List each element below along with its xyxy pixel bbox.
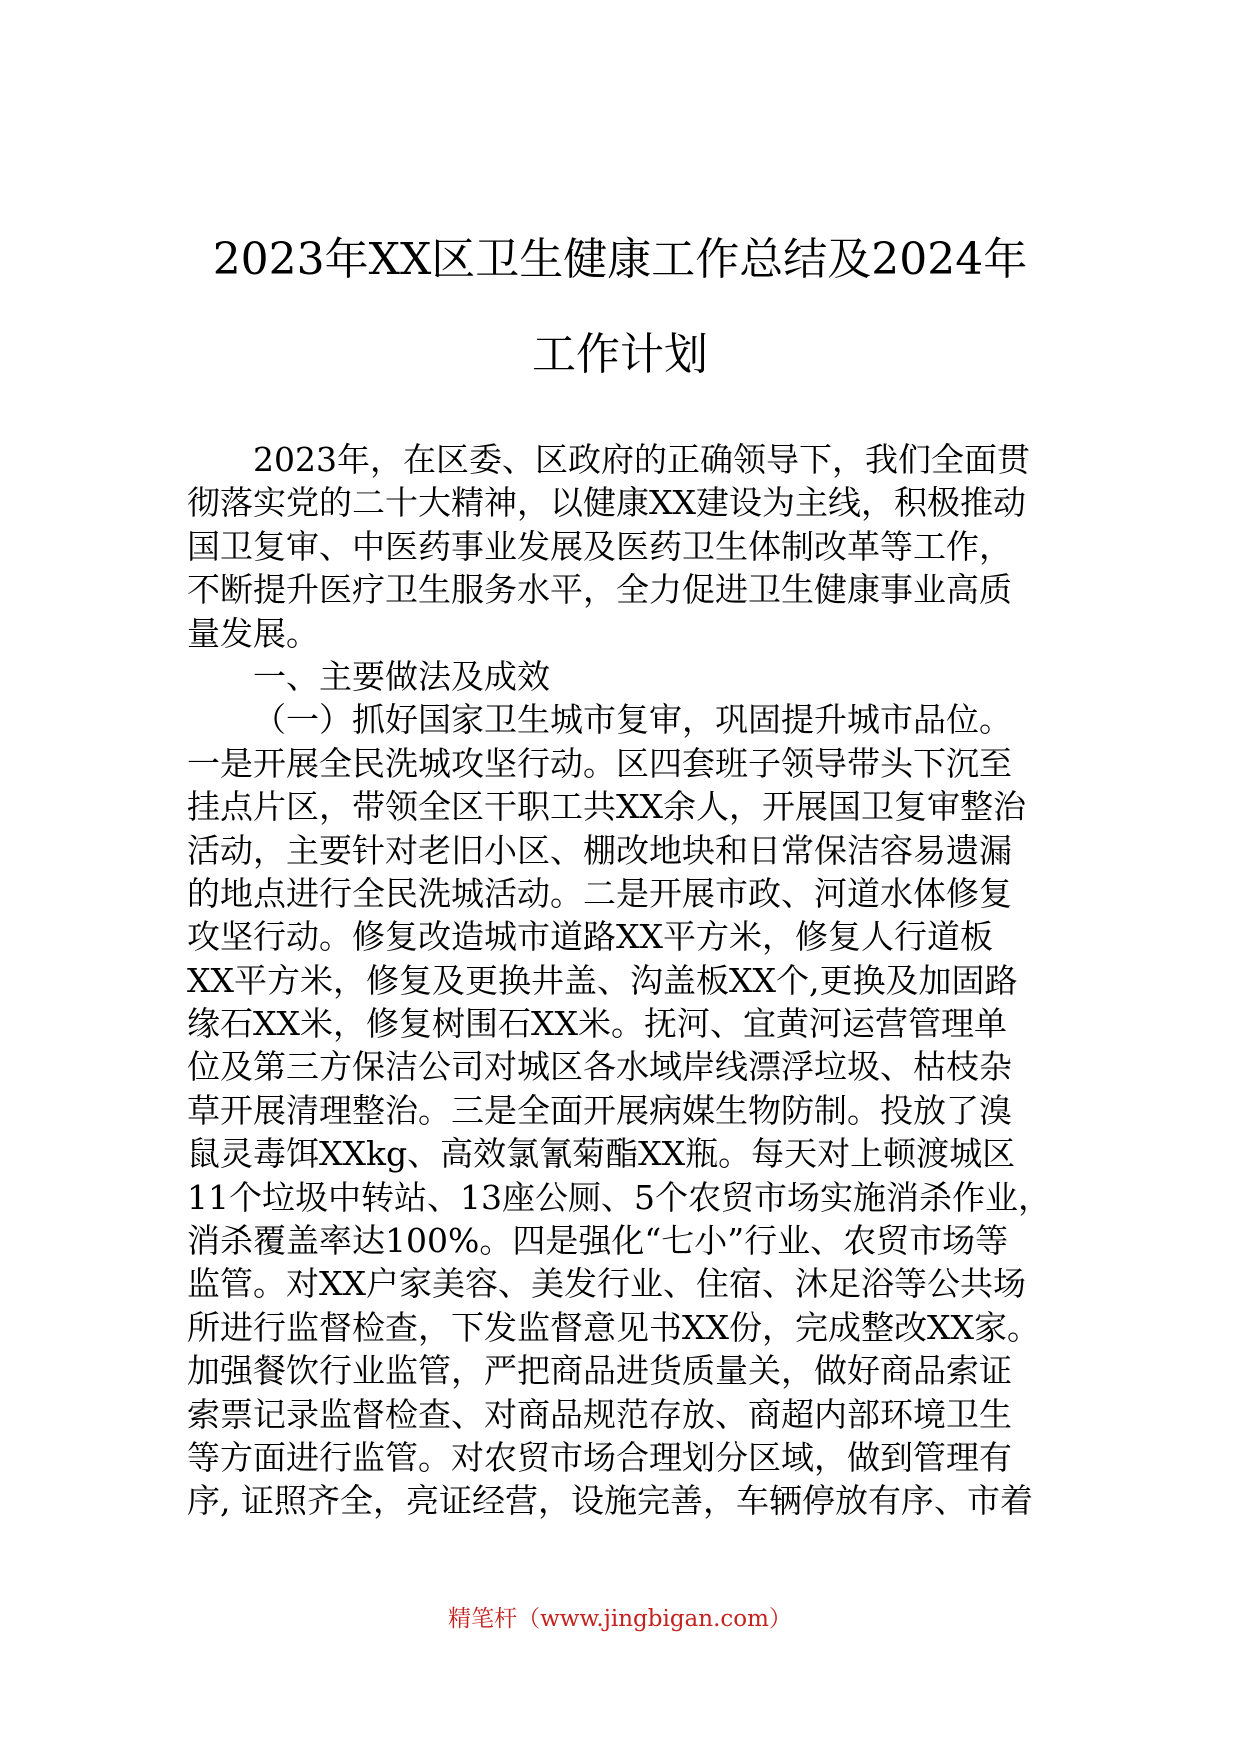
paragraph-line: 索票记录监督检查、对商品规范存放、商超内部环境卫生 xyxy=(187,1394,1012,1434)
paragraph-line: 不断提升医疗卫生服务水平，全力促进卫生健康事业高质 xyxy=(187,570,1012,610)
paragraph-line: 序, 证照齐全，亮证经营，设施完善，车辆停放有序、市着 xyxy=(187,1481,1033,1521)
paragraph-line: 攻坚行动。修复改造城市道路XX平方米，修复人行道板 xyxy=(187,917,993,957)
paragraph-line: 挂点片区，带领全区干职工共XX余人，开展国卫复审整治 xyxy=(187,787,1026,827)
subsection-heading: （一）抓好国家卫生城市复审，巩固提升城市品位。 xyxy=(253,700,1012,740)
document-body xyxy=(187,438,1051,1523)
paragraph-line: 监管。对XX户家美容、美发行业、住宿、沐足浴等公共场 xyxy=(187,1264,1026,1304)
paragraph-line: XX平方米，修复及更换井盖、沟盖板XX个,更换及加固路 xyxy=(187,960,1018,1000)
document-title-line-2: 工作计划 xyxy=(532,329,708,380)
paragraph-line: 等方面进行监管。对农贸市场合理划分区域，做到管理有 xyxy=(187,1437,1012,1477)
paragraph-line: 消杀覆盖率达100%。四是强化“七小”行业、农贸市场等 xyxy=(187,1221,1009,1261)
paragraph-line: 所进行监督检查，下发监督意见书XX份，完成整改XX家。 xyxy=(187,1307,1040,1347)
paragraph-line: 一是开展全民洗城攻坚行动。区四套班子领导带头下沉至 xyxy=(187,743,1012,783)
paragraph-line: 的地点进行全民洗城活动。二是开展市政、河道水体修复 xyxy=(187,873,1012,913)
paragraph-line: 量发展。 xyxy=(187,613,319,653)
document-title-line-1: 2023年XX区卫生健康工作总结及2024年 xyxy=(212,234,1028,285)
section-heading: 一、主要做法及成效 xyxy=(253,656,550,696)
footer-watermark: 精笔杆（www.jingbigan.com） xyxy=(448,1606,792,1632)
paragraph-line: 11个垃圾中转站、13座公厕、5个农贸市场实施消杀作业， xyxy=(187,1177,1051,1217)
paragraph-line: 国卫复审、中医药事业发展及医药卫生体制改革等工作， xyxy=(187,526,1012,566)
paragraph-line: 鼠灵毒饵XXkg、高效氯氰菊酯XX瓶。每天对上顿渡城区 xyxy=(187,1134,1016,1174)
paragraph-line: 缘石XX米，修复树围石XX米。抚河、宜黄河运营管理单 xyxy=(187,1004,1007,1044)
paragraph-line: 草开展清理整治。三是全面开展病媒生物防制。投放了溴 xyxy=(187,1090,1012,1130)
paragraph-line: 加强餐饮行业监管，严把商品进货质量关，做好商品索证 xyxy=(187,1351,1012,1391)
paragraph-line: 活动，主要针对老旧小区、棚改地块和日常保洁容易遗漏 xyxy=(187,830,1012,870)
paragraph-line: 2023年，在区委、区政府的正确领导下，我们全面贯 xyxy=(253,440,1030,479)
paragraph-line: 彻落实党的二十大精神，以健康XX建设为主线，积极推动 xyxy=(187,483,1026,523)
paragraph-line: 位及第三方保洁公司对城区各水域岸线漂浮垃圾、枯枝杂 xyxy=(187,1047,1012,1087)
